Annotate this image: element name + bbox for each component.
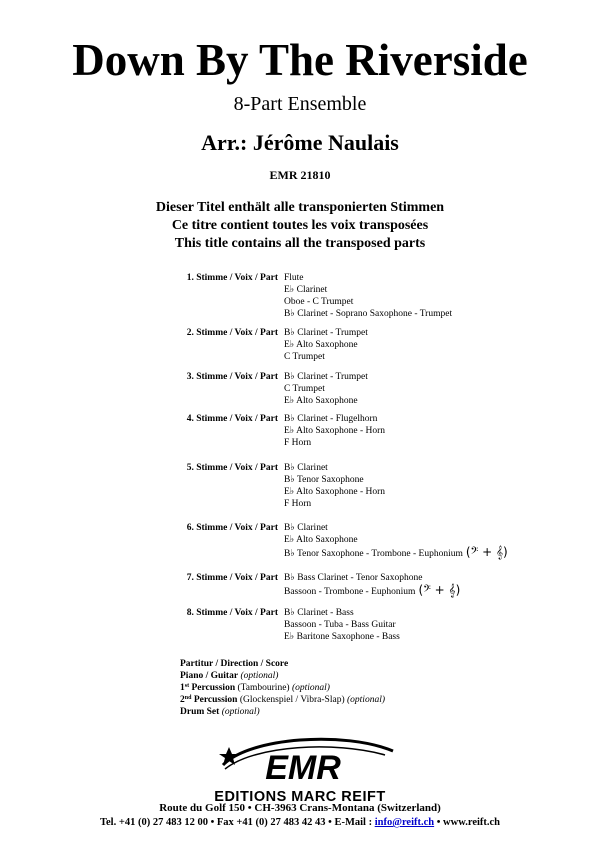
instrument-line: C Trumpet [284,384,325,394]
part-label: 8. Stimme / Voix / Part [186,608,278,618]
instrument-line: E♭ Baritone Saxophone - Bass [284,632,400,642]
instrument-line: E♭ Alto Saxophone [284,535,358,545]
instrument-line: B♭ Clarinet - Soprano Saxophone - Trumpet [284,309,453,319]
instrument-line: B♭ Clarinet - Trumpet [284,372,368,382]
instrument-list [284,327,368,363]
part-label: 7. Stimme / Voix / Part [186,573,278,583]
instrument-line: E♭ Alto Saxophone - Horn [284,426,386,436]
instrument-line: E♭ Alto Saxophone [284,396,358,406]
instrument-line: B♭ Bass Clarinet - Tenor Saxophone [284,573,423,583]
instrument-line: B♭ Tenor Saxophone - Trombone - Euphonium (𝄢 + 𝄞) [284,545,508,559]
percussion-1-line: 1st Percussion (Tambourine) (optional) [180,683,330,693]
part-label: 2. Stimme / Voix / Part [186,328,278,338]
page-title: Down By The Riverside [72,35,528,85]
part-label: 4. Stimme / Voix / Part [186,414,278,424]
instrument-line: C Trumpet [284,352,325,362]
instrument-line: B♭ Clarinet [284,523,328,533]
instrument-list [284,272,452,320]
instrument-list [284,371,368,407]
emr-logo [195,735,405,805]
email-link[interactable]: info@reift.ch [374,817,435,828]
publisher-contact: Tel. +41 (0) 27 483 12 00 • Fax +41 (0) 27 483 42 43 • E-Mail : info@reift.ch • www.reift.ch [99,817,501,828]
note-english: This title contains all the transposed parts [174,236,426,251]
clef-note: (𝄢 + 𝄞) [465,545,508,559]
instrument-list [284,522,508,560]
drum-set-line: Drum Set (optional) [180,707,260,717]
instrument-list [284,572,460,598]
arranger: Arr.: Jérôme Naulais [201,130,399,155]
instrument-line: Bassoon - Trombone - Euphonium (𝄢 + 𝄞) [284,583,461,597]
instrument-line: F Horn [284,499,312,509]
instrument-list [284,462,385,510]
score-line: Partitur / Direction / Score [180,659,289,669]
instrument-line: Oboe - C Trumpet [284,297,354,307]
svg-text:EDITIONS MARC REIFT: EDITIONS MARC REIFT [214,789,386,805]
part-label: 5. Stimme / Voix / Part [186,463,278,473]
instrument-line: B♭ Tenor Saxophone [284,475,364,485]
part-label: 3. Stimme / Voix / Part [186,372,278,382]
instrument-list [284,413,385,449]
instrument-line: Flute [284,273,304,283]
clef-note: (𝄢 + 𝄞) [418,583,461,597]
piano-guitar-line: Piano / Guitar (optional) [180,671,279,681]
instrument-line: E♭ Alto Saxophone [284,340,358,350]
part-label: 1. Stimme / Voix / Part [186,273,278,283]
instrument-line: Bassoon - Tuba - Bass Guitar [284,620,396,630]
publisher-address: Route du Golf 150 • CH-3963 Crans-Montana (Switzerland) [159,802,441,814]
percussion-2-line: 2nd Percussion (Glockenspiel / Vibra-Slap) (optional) [180,695,385,705]
instrument-line: B♭ Clarinet - Flugelhorn [284,414,378,424]
part-label: 6. Stimme / Voix / Part [186,523,278,533]
instrument-list [284,607,400,643]
instrument-line: B♭ Clarinet - Trumpet [284,328,368,338]
instrument-line: F Horn [284,438,312,448]
note-french: Ce titre contient toutes les voix transposées [171,218,429,233]
catalog-number: EMR 21810 [269,168,331,182]
instrument-line: E♭ Clarinet [284,285,328,295]
extra-parts [180,658,385,718]
instrument-line: B♭ Clarinet [284,463,328,473]
subtitle: 8-Part Ensemble [233,93,367,115]
instrument-line: B♭ Clarinet - Bass [284,608,354,618]
svg-text:EMR: EMR [265,749,341,787]
instrument-line: E♭ Alto Saxophone - Horn [284,487,386,497]
note-german: Dieser Titel enthält alle transponierten Stimmen [155,200,445,215]
